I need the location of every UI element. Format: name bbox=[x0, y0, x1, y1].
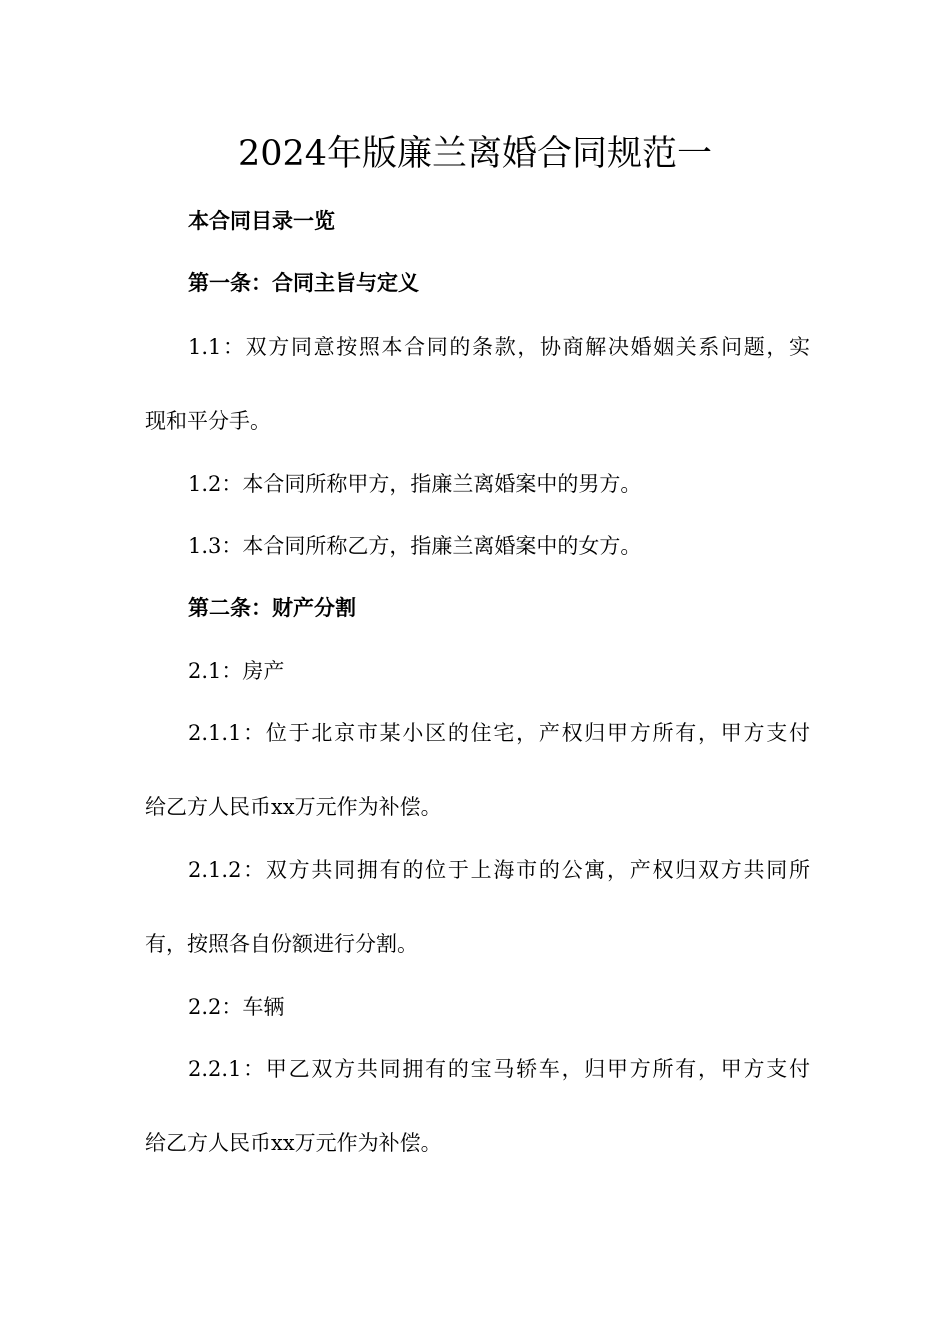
clause-2-1-1-line-2: 给乙方人民币xx万元作为补偿。 bbox=[145, 795, 442, 819]
document-title: 2024年版廉兰离婚合同规范一 bbox=[237, 134, 713, 174]
clause-2-1: 2.1：房产 bbox=[188, 659, 285, 683]
clause-2-1-2-line-1: 2.1.2：双方共同拥有的位于上海市的公寓，产权归双方共同所 bbox=[188, 858, 810, 882]
clause-1-1-line-2: 现和平分手。 bbox=[145, 409, 271, 433]
clause-1-1-line-1: 1.1：双方同意按照本合同的条款，协商解决婚姻关系问题，实 bbox=[188, 335, 810, 359]
clause-2-2: 2.2：车辆 bbox=[188, 995, 285, 1019]
article-1-heading: 第一条：合同主旨与定义 bbox=[188, 271, 419, 295]
clause-2-1-1-line-1: 2.1.1：位于北京市某小区的住宅，产权归甲方所有，甲方支付 bbox=[188, 721, 810, 745]
article-2-heading: 第二条：财产分割 bbox=[188, 596, 356, 620]
contract-toc-heading: 本合同目录一览 bbox=[188, 209, 335, 233]
clause-1-2: 1.2：本合同所称甲方，指廉兰离婚案中的男方。 bbox=[188, 472, 642, 496]
clause-2-2-1-line-1: 2.2.1：甲乙双方共同拥有的宝马轿车，归甲方所有，甲方支付 bbox=[188, 1057, 810, 1081]
clause-1-3: 1.3：本合同所称乙方，指廉兰离婚案中的女方。 bbox=[188, 534, 642, 558]
clause-2-1-2-line-2: 有，按照各自份额进行分割。 bbox=[145, 932, 418, 956]
clause-2-2-1-line-2: 给乙方人民币xx万元作为补偿。 bbox=[145, 1131, 442, 1155]
